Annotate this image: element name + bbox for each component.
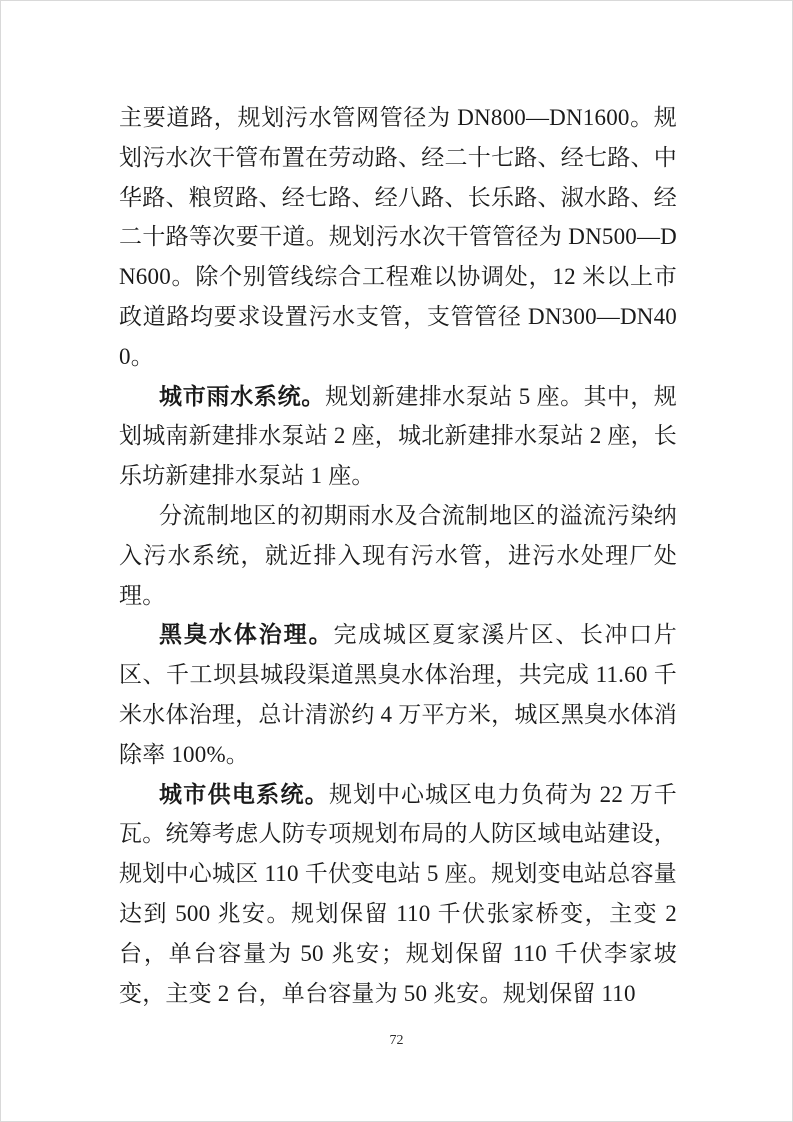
paragraph-text: 完成城区夏家溪片区、长冲口片区、千工坝县城段渠道黑臭水体治理，共完成 11.60 千米水体治理，总计清淤约 4 万平方米，城区黑臭水体消除率 100%。: [119, 622, 677, 767]
paragraph-lead: 黑臭水体治理。: [159, 621, 334, 648]
paragraph-lead: 城市雨水系统。: [159, 382, 326, 409]
paragraph-text: 主要道路，规划污水管网管径为 DN800—DN1600。规划污水次干管布置在劳动路、经二十七路、经七路、中华路、粮贸路、经七路、经八路、长乐路、淑水路、经二十路等次要干道。规划污水次干管管径为 DN500—DN600。除个别管线综合工程难以协调处，12 米以上市政道路均要求设置污水支管，支管管径 DN300—DN400。: [119, 105, 677, 369]
paragraph-overflow-pollution: [119, 496, 677, 615]
paragraph-power-supply: [119, 775, 677, 1014]
paragraph-text: 规划中心城区电力负荷为 22 万千瓦。统筹考虑人防专项规划布局的人防区域电站建设，规划中心城区 110 千伏变电站 5 座。规划变电站总容量达到 500 兆安。规划保留 110 千伏张家桥变，主变 2 台，单台容量为 50 兆安；规划保留 110 千伏李家坡变，主变 2 台，单台容量为 50 兆安。规划保留 110: [119, 781, 677, 1006]
paragraph-rainwater-system: [119, 377, 677, 496]
paragraph-sewage-mains: [119, 98, 677, 377]
paragraph-black-odor-water: [119, 615, 677, 774]
document-body-text: [119, 98, 677, 1013]
paragraph-lead: 城市供电系统。: [159, 780, 330, 807]
paragraph-text: 分流制地区的初期雨水及合流制地区的溢流污染纳入污水系统，就近排入现有污水管，进污水处理厂处理。: [119, 502, 677, 608]
paragraph-text: 规划新建排水泵站 5 座。其中，规划城南新建排水泵站 2 座，城北新建排水泵站 2 座，长乐坊新建排水泵站 1 座。: [119, 383, 677, 489]
page-number: 72: [389, 1033, 404, 1048]
